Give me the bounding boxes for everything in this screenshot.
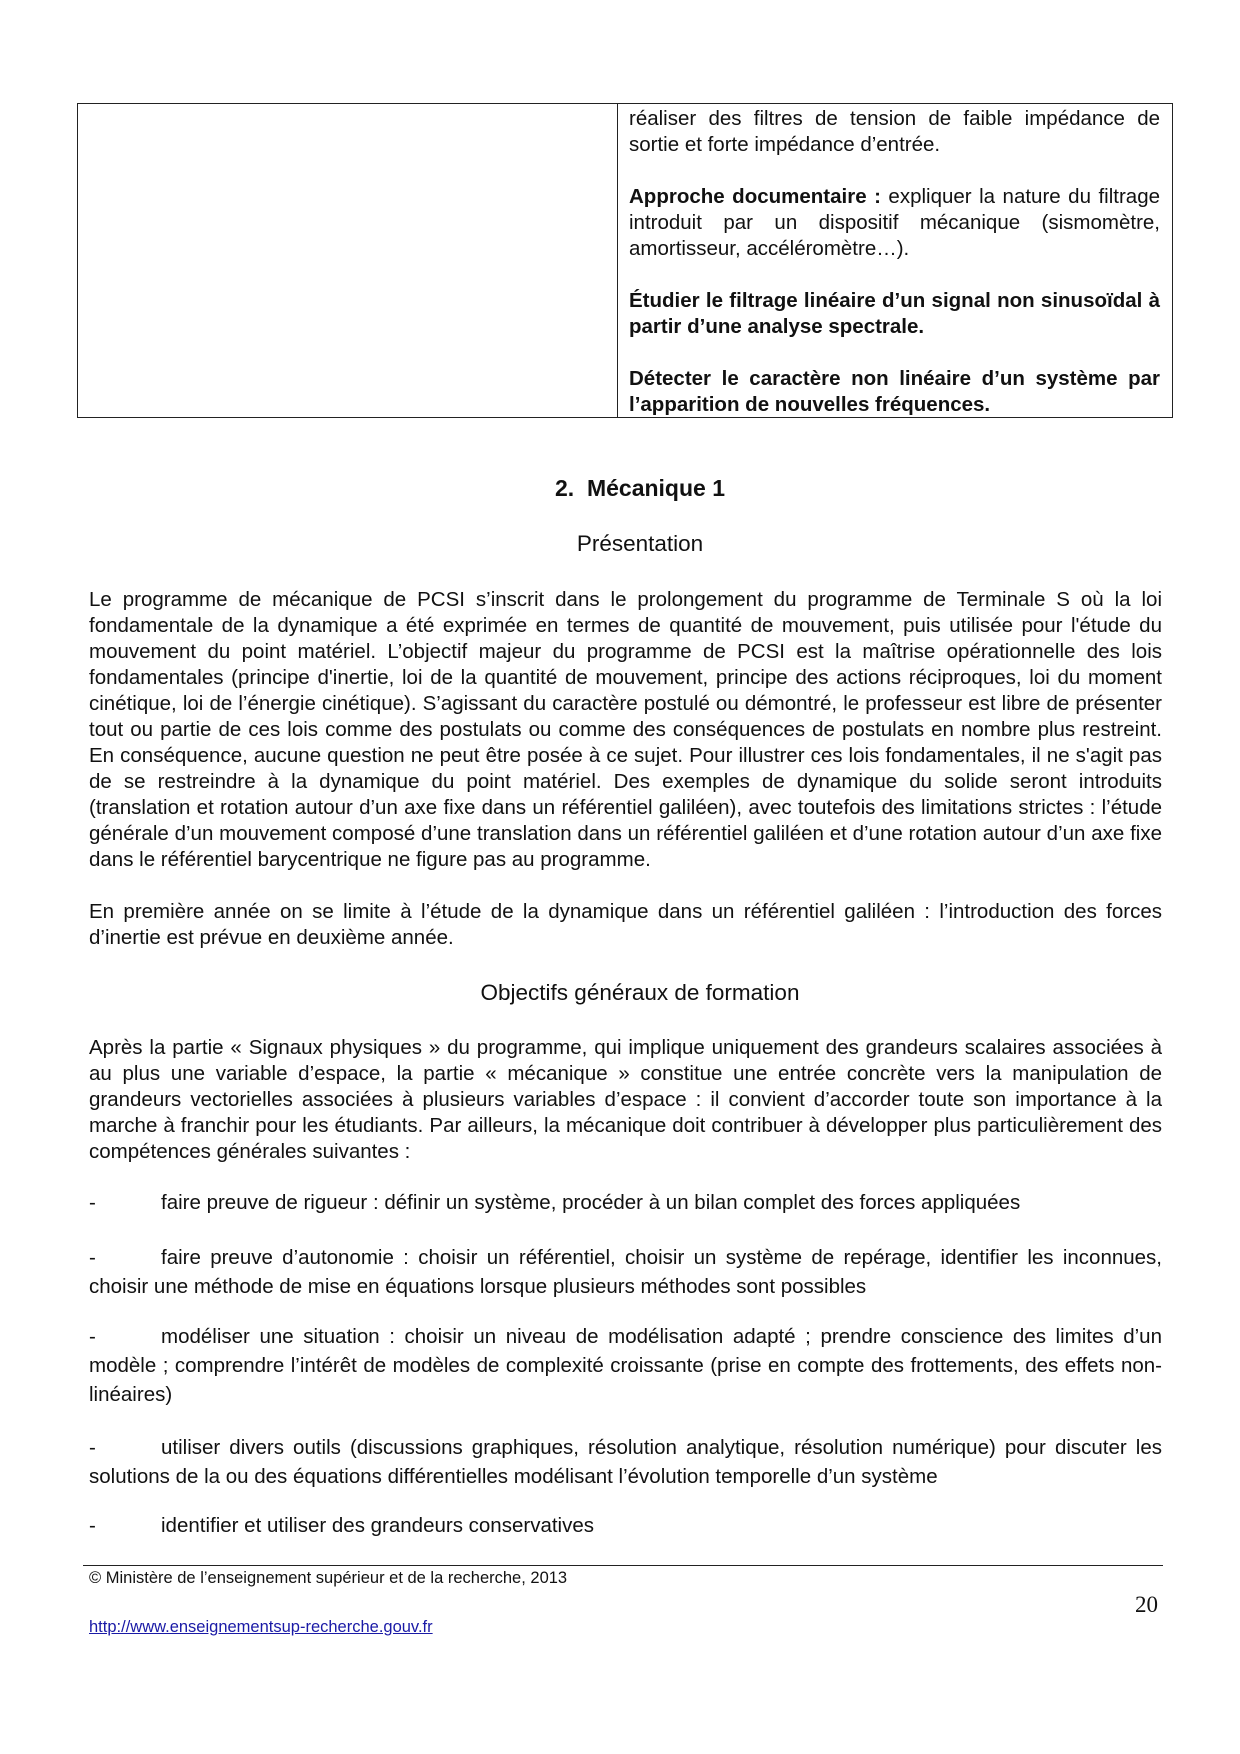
- presentation-heading: Présentation: [576, 531, 704, 556]
- table-cell-paragraph: [629, 288, 1160, 340]
- table-left-cell: [78, 104, 618, 417]
- table-cell-paragraph: [629, 106, 1160, 158]
- footer-website-link[interactable]: http://www.enseignementsup-recherche.gouv.fr: [89, 1618, 433, 1636]
- list-item-text: identifier et utiliser des grandeurs conservatives: [161, 1514, 594, 1537]
- objectifs-intro: Après la partie « Signaux physiques » du programme, qui implique uniquement des grandeurs scalaires associées à au plus une variable d’espace, la partie « mécanique » constitue une entrée concrète vers la manipulation de grandeurs vectorielles associées à plusieurs variables d’espace : il convient d’accorder toute son importance à la marche à franchir pour les étudiants. Par ailleurs, la mécanique doit contribuer à développer plus particulièrement des compétences générales suivantes :: [89, 1036, 1162, 1163]
- bullet-marker: -: [89, 1325, 96, 1348]
- list-item-text: utiliser divers outils (discussions graphiques, résolution analytique, résolution numérique) pour discuter les solutions de la ou des équations différentielles modélisant l’évolution temporelle d’un système: [89, 1436, 1162, 1488]
- presentation-paragraph-2: En première année on se limite à l’étude de la dynamique dans un référentiel galiléen : l’introduction des forces d’inertie est prévue en deuxième année.: [89, 900, 1162, 949]
- section-title-text: Mécanique 1: [586, 475, 725, 501]
- list-item: [89, 1243, 1162, 1301]
- table-cell-bold-lead: Approche documentaire :: [629, 185, 881, 208]
- list-item-text: modéliser une situation : choisir un niveau de modélisation adapté ; prendre conscience des limites d’un modèle ; comprendre l’intérêt de modèles de complexité croissante (prise en compte des frottements, des effets non-linéaires): [89, 1325, 1162, 1406]
- content-table: [77, 103, 1173, 418]
- presentation-paragraph-1: Le programme de mécanique de PCSI s’inscrit dans le prolongement du programme de Terminale S où la loi fondamentale de la dynamique a été exprimée en termes de quantité de mouvement, puis utilisée pour l'étude du mouvement du point matériel. L’objectif majeur du programme de PCSI est la maîtrise opérationnelle des lois fondamentales (principe d'inertie, loi de la quantité de mouvement, principe des actions réciproques, loi du moment cinétique, loi de l’énergie cinétique). S’agissant du caractère postulé ou démontré, le professeur est libre de présenter tout ou partie de ces lois comme des postulats ou comme des conséquences de postulats en nombre plus restreint. En conséquence, aucune question ne peut être posée à ce sujet. Pour illustrer ces lois fondamentales, il ne s'agit pas de se restreindre à la dynamique du point matériel. Des exemples de dynamique du solide seront introduits (translation et rotation autour d’un axe fixe dans un référentiel galiléen), avec toutefois des limitations strictes : l’étude générale d’un mouvement composé d’une translation dans un référentiel galiléen et d’une rotation autour d’un axe fixe dans le référentiel barycentrique ne figure pas au programme.: [89, 588, 1162, 871]
- table-cell-bold-lead: Détecter le caractère non linéaire d’un système par l’apparition de nouvelles fréquences.: [629, 367, 1160, 416]
- bullet-marker: -: [89, 1436, 96, 1459]
- table-cell-paragraph: [629, 184, 1160, 262]
- footer-divider: [83, 1565, 1163, 1566]
- objectifs-heading: Objectifs généraux de formation: [480, 980, 800, 1005]
- list-item: [89, 1433, 1162, 1491]
- list-item-text: faire preuve d’autonomie : choisir un référentiel, choisir un système de repérage, identifier les inconnues, choisir une méthode de mise en équations lorsque plusieurs méthodes sont possibles: [89, 1246, 1162, 1298]
- table-cell-text: réaliser des filtres de tension de faible impédance de sortie et forte impédance d’entrée.: [629, 107, 1160, 156]
- list-item-text: faire preuve de rigueur : définir un système, procéder à un bilan complet des forces appliquées: [161, 1191, 1021, 1214]
- bullet-marker: -: [89, 1514, 96, 1537]
- table-right-cell: [618, 104, 1172, 417]
- section-number: 2.: [554, 475, 575, 501]
- section-title: [0, 475, 1240, 502]
- table-cell-bold-lead: Étudier le filtrage linéaire d’un signal non sinusoïdal à partir d’une analyse spectrale.: [629, 289, 1160, 338]
- table-cell-text: expliquer la nature du filtrage introduit par un dispositif mécanique (sismomètre, amortisseur, accéléromètre…).: [629, 185, 1161, 260]
- list-item: [89, 1190, 1162, 1216]
- table-cell-paragraph: [629, 366, 1160, 418]
- bullet-marker: -: [89, 1191, 96, 1214]
- bullet-marker: -: [89, 1246, 96, 1269]
- footer-copyright: © Ministère de l’enseignement supérieur et de la recherche, 2013: [89, 1569, 568, 1587]
- list-item: [89, 1513, 1162, 1539]
- list-item: [89, 1322, 1162, 1409]
- page-number: 20: [1135, 1592, 1158, 1617]
